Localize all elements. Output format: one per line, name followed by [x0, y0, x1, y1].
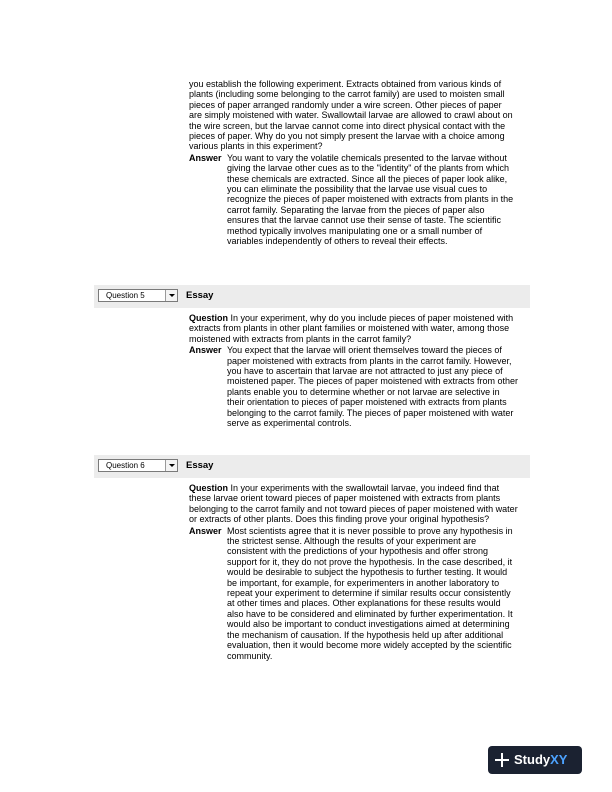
question-5-answer-text: You expect that the larvae will orient themselves toward the pieces of paper moistened with extracts from plants in the carrot family. However, you have to ascertain that larvae are not attracted to just any piece of moistened paper. The pieces of paper moistened with extracts from other plants enable you to determine whether or not larvae are selective in their orientation to pieces of paper moistened with extracts from plants belonging to the carrot family. The pieces of paper moistened with water serve as experimental controls. — [227, 345, 518, 429]
chevron-down-icon[interactable] — [165, 290, 177, 301]
logo-text-xy: XY — [550, 752, 568, 767]
question-6-answer — [189, 526, 519, 661]
chevron-down-icon[interactable] — [165, 460, 177, 471]
question-5-header — [94, 285, 530, 308]
question-5-selector-label: Question 5 — [106, 291, 145, 300]
question-5-answer — [189, 345, 519, 428]
intro-question-text: you establish the following experiment. Extracts obtained from various kinds of plants (including some belonging to the carrot family) are used to moisten small pieces of paper arranged randomly under a wire screen. Other pieces of paper are simply moistened with water. Swallowtail larvae are allowed to crawl about on the wire screen, but the larvae cannot come into direct physical contact with the pieces of paper. Why do you not simply present the larvae with a choice among various plants in this experiment? — [189, 79, 513, 152]
logo-text-study: Study — [514, 752, 551, 767]
question-label: Question — [189, 313, 229, 323]
logo-text — [514, 746, 567, 774]
question-6-type: Essay — [186, 460, 214, 471]
question-6-answer-text: Most scientists agree that it is never possible to prove any hypothesis in the strictest sense. Although the results of your experiment are consistent with the predictions of your hypothesis and offer strong support for it, they do not prove the hypothesis. In the case described, it would be desirable to subject the hypothesis to further testing. It would be important, for example, for experimenters in another laboratory to repeat your experiment to determine if similar results occur consistently at other times and places. Other explanations for these results would also have to be considered and eliminated by further experimentation. It would also be important to conduct investigations aimed at determining the mechanism of causation. If the hypothesis held up after additional evaluation, then it would become more widely accepted by the scientific community. — [227, 525, 513, 661]
question-label: Question — [189, 483, 229, 493]
question-6-selector-label: Question 6 — [106, 461, 145, 470]
studyxy-logo — [488, 746, 582, 774]
question-6-block — [189, 483, 519, 661]
question-5-question — [189, 313, 519, 344]
intro-block — [189, 79, 517, 247]
answer-label: Answer — [189, 345, 222, 356]
question-6-selector[interactable] — [98, 459, 178, 472]
plus-icon — [495, 753, 509, 767]
question-5-type: Essay — [186, 290, 214, 301]
answer-label: Answer — [189, 525, 222, 536]
intro-answer-text: You want to vary the volatile chemicals presented to the larvae without giving the larvae other cues as to the "identity" of the plants from which these chemicals are extracted. Since all the pieces of paper look alike, you can eliminate the possibility that the larvae use visual cues to recognize the pieces of paper moistened with extracts from plants in the carrot family. Separating the larvae from the pieces of paper also ensures that the larvae cannot use their sense of taste. The scientific method typically involves manipulating one or a small number of variables independently of others to reveal their effects. — [227, 152, 514, 247]
answer-label: Answer — [189, 152, 222, 163]
question-5-selector[interactable] — [98, 289, 178, 302]
question-5-block — [189, 313, 519, 428]
question-5-question-text: In your experiment, why do you include pieces of paper moistened with extracts from plants in other plant families or moistened with water, among those moistened with extracts from plants in the carrot family? — [189, 313, 514, 344]
question-6-question — [189, 483, 519, 525]
intro-answer — [189, 153, 517, 247]
question-6-header — [94, 455, 530, 478]
question-6-question-text: In your experiments with the swallowtail larvae, you indeed find that these larvae orient toward pieces of paper moistened with extracts from plants belonging to the carrot family and not toward pieces of paper moistened with water or extracts of other plants. Does this finding prove your original hypothesis? — [189, 483, 518, 525]
